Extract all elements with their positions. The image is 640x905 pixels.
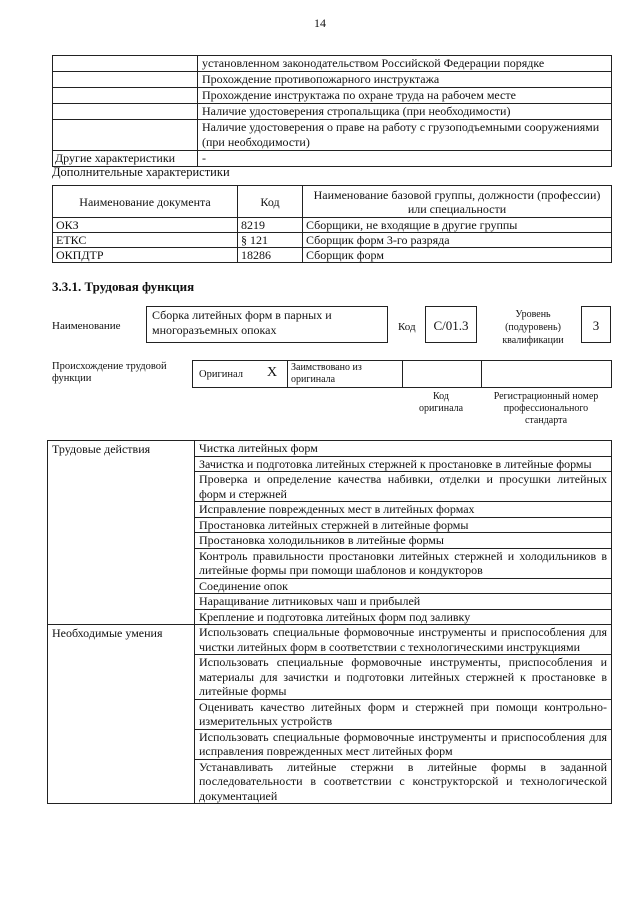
labor-action-item: Простановка литейных стержней в литейные формы: [195, 517, 612, 533]
code-label: Код: [398, 321, 416, 333]
table-cell: [53, 56, 198, 72]
table-cell: установленном законодательством Российской Федерации порядке: [198, 56, 612, 72]
table-cell: Наличие удостоверения стропальщика (при необходимости): [198, 104, 612, 120]
skill-item: Оценивать качество литейных форм и стержней при помощи контрольно-измерительных устройств: [195, 699, 612, 729]
original-label: Оригинал: [199, 369, 243, 380]
skill-item: Использовать специальные формовочные инструменты, приспособления и материалы для зачистки и подготовки литейных стержней к простановке в литейные формы: [195, 655, 612, 700]
labor-action-item: Простановка холодильников в литейные формы: [195, 533, 612, 549]
continuation-table: [52, 55, 612, 167]
additional-characteristics-table: [52, 185, 612, 263]
divider: [287, 361, 288, 387]
table-row: [53, 72, 612, 88]
registration-number-label: Регистрационный номер профессионального стандарта: [493, 391, 599, 426]
qualification-level-box: 3: [581, 306, 611, 343]
table-row: [53, 218, 612, 233]
table-row: [53, 248, 612, 263]
divider: [481, 361, 482, 387]
table-row: [53, 233, 612, 248]
table-cell: Сборщик форм 3-го разряда: [303, 233, 612, 248]
labor-action-item: Крепление и подготовка литейных форм под заливку: [195, 609, 612, 625]
table-row: [48, 625, 612, 655]
name-label: Наименование: [52, 320, 121, 332]
other-characteristics-label: Другие характеристики: [53, 151, 198, 167]
origin-label: Происхождение трудовой функции: [52, 361, 167, 384]
table-cell: [53, 104, 198, 120]
labor-actions-label: Трудовые действия: [48, 441, 195, 625]
column-header: Код: [238, 186, 303, 218]
table-cell: ЕТКС: [53, 233, 238, 248]
labor-action-item: Чистка литейных форм: [195, 441, 612, 457]
page-number: 14: [314, 16, 326, 30]
table-cell: ОКПДТР: [53, 248, 238, 263]
column-header: Наименование документа: [53, 186, 238, 218]
table-cell: ОКЗ: [53, 218, 238, 233]
table-cell: Сборщики, не входящие в другие группы: [303, 218, 612, 233]
labor-function-details-table: [47, 440, 612, 804]
origin-box: [192, 360, 612, 388]
borrowed-label: Заимствовано из оригинала: [291, 362, 362, 385]
labor-action-item: Зачистка и подготовка литейных стержней к простановке в литейные формы: [195, 456, 612, 472]
table-row: [53, 56, 612, 72]
additional-characteristics-title: Дополнительные характеристики: [52, 165, 230, 179]
original-mark: X: [267, 365, 278, 380]
code-original-label: Код оригинала: [418, 391, 464, 414]
labor-action-item: Проверка и определение качества набивки, отделки и просушки литейных форм и стержней: [195, 472, 612, 502]
table-row: [53, 104, 612, 120]
table-cell: -: [198, 151, 612, 167]
table-row: [53, 120, 612, 151]
skill-item: Устанавливать литейные стержни в литейные формы в заданной последовательности в соответствии с конструкторской и технологической документацией: [195, 759, 612, 804]
function-name-box: Сборка литейных форм в парных и многоразъемных опоках: [146, 306, 388, 343]
divider: [402, 361, 403, 387]
table-cell: § 121: [238, 233, 303, 248]
table-cell: [53, 88, 198, 104]
section-title: 3.3.1. Трудовая функция: [52, 279, 195, 294]
table-cell: 18286: [238, 248, 303, 263]
skill-item: Использовать специальные формовочные инструменты и приспособления для чистки литейных форм в соответствии с технологическими инструкциями: [195, 625, 612, 655]
table-row: [48, 441, 612, 457]
column-header: Наименование базовой группы, должности (профессии) или специальности: [303, 186, 612, 218]
labor-action-item: Исправление поврежденных мест в литейных формах: [195, 502, 612, 518]
labor-action-item: Наращивание литниковых чаш и прибылей: [195, 594, 612, 610]
table-header-row: [53, 186, 612, 218]
table-cell: Сборщик форм: [303, 248, 612, 263]
labor-action-item: Контроль правильности простановки литейных стержней и холодильников в литейные формы при помощи шаблонов и кондукторов: [195, 548, 612, 578]
labor-action-item: Соединение опок: [195, 578, 612, 594]
table-cell: [53, 120, 198, 151]
skill-item: Использовать специальные формовочные инструменты и приспособления для исправления поврежденных мест литейных форм: [195, 729, 612, 759]
table-cell: Наличие удостоверения о праве на работу с грузоподъемными сооружениями (при необходимости): [198, 120, 612, 151]
table-cell: Прохождение противопожарного инструктажа: [198, 72, 612, 88]
required-skills-label: Необходимые умения: [48, 625, 195, 804]
table-row: [53, 88, 612, 104]
qualification-level-label: Уровень (подуровень) квалификации: [502, 309, 564, 346]
table-cell: [53, 72, 198, 88]
table-cell: Прохождение инструктажа по охране труда на рабочем месте: [198, 88, 612, 104]
table-cell: 8219: [238, 218, 303, 233]
function-code-box: C/01.3: [425, 306, 477, 343]
